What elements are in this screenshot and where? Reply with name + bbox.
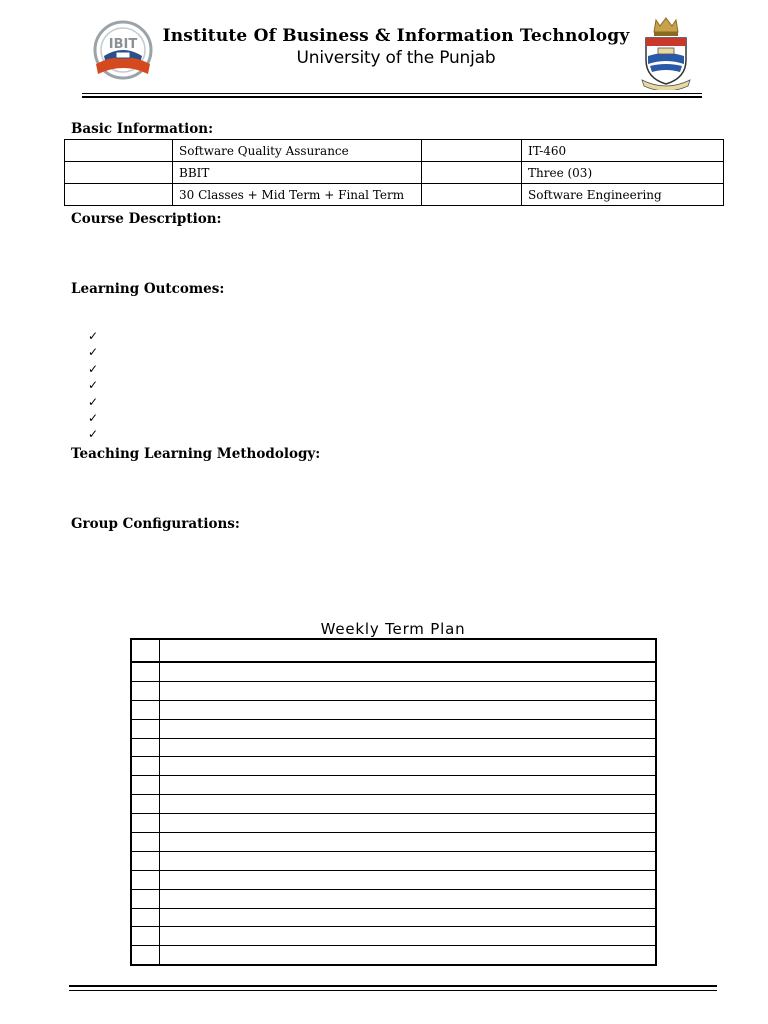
week-number-cell [131, 639, 160, 662]
week-topic-cell [160, 908, 657, 927]
course-description-heading: Course Description: [71, 211, 222, 227]
checkmark-icon: ✓ [88, 361, 99, 376]
table-cell: Software Quality Assurance [173, 140, 422, 162]
checkmark-icon: ✓ [88, 378, 99, 393]
table-cell [65, 162, 173, 184]
header-rule-thick [82, 96, 702, 98]
weekly-term-plan-title: Weekly Term Plan [320, 620, 466, 638]
week-topic-cell [160, 851, 657, 870]
table-row [131, 639, 656, 662]
week-topic-cell [160, 814, 657, 833]
week-number-cell [131, 681, 160, 700]
weekly-term-plan-table [130, 638, 657, 966]
week-topic-cell [160, 681, 657, 700]
week-topic-cell [160, 662, 657, 681]
week-topic-cell [160, 927, 657, 946]
week-topic-cell [160, 700, 657, 719]
table-row [131, 946, 656, 965]
institute-name: Institute Of Business & Information Technology [162, 26, 630, 46]
table-row [131, 833, 656, 852]
list-item [88, 426, 102, 442]
checkmark-icon: ✓ [88, 410, 99, 425]
table-row [131, 851, 656, 870]
group-configurations-heading: Group Configurations: [71, 516, 240, 532]
list-item [88, 344, 102, 360]
footer-rule-thick [69, 985, 717, 987]
table-row [131, 681, 656, 700]
table-row [65, 184, 724, 206]
table-row [131, 700, 656, 719]
week-number-cell [131, 851, 160, 870]
week-topic-cell [160, 738, 657, 757]
list-item [88, 361, 102, 377]
week-number-cell [131, 719, 160, 738]
svg-text:IBIT: IBIT [108, 37, 138, 52]
footer-rule-thin [69, 990, 717, 991]
table-cell [422, 184, 522, 206]
table-row [65, 140, 724, 162]
table-cell: Software Engineering [522, 184, 724, 206]
table-row [131, 908, 656, 927]
table-cell [65, 140, 173, 162]
week-number-cell [131, 795, 160, 814]
week-topic-cell [160, 795, 657, 814]
week-number-cell [131, 946, 160, 965]
week-number-cell [131, 700, 160, 719]
checkmark-icon: ✓ [88, 329, 99, 343]
university-name: University of the Punjab [296, 48, 496, 68]
checkmark-icon: ✓ [88, 394, 99, 409]
table-row [131, 738, 656, 757]
week-topic-cell [160, 833, 657, 852]
table-row [131, 776, 656, 795]
list-item [88, 410, 102, 426]
table-row [131, 927, 656, 946]
list-item [88, 377, 102, 393]
table-cell [422, 162, 522, 184]
table-row [131, 757, 656, 776]
list-item [88, 394, 102, 410]
week-number-cell [131, 738, 160, 757]
table-row [131, 719, 656, 738]
week-number-cell [131, 776, 160, 795]
table-cell [65, 184, 173, 206]
week-number-cell [131, 870, 160, 889]
learning-outcomes-list [88, 328, 102, 443]
week-topic-cell [160, 776, 657, 795]
table-row [131, 795, 656, 814]
table-row [131, 814, 656, 833]
basic-information-table [64, 139, 724, 206]
week-number-cell [131, 757, 160, 776]
week-number-cell [131, 662, 160, 681]
week-topic-cell [160, 870, 657, 889]
week-topic-cell [160, 639, 657, 662]
table-cell: 30 Classes + Mid Term + Final Term [173, 184, 422, 206]
teaching-methodology-heading: Teaching Learning Methodology: [71, 446, 321, 462]
header-rule-thin [82, 93, 702, 94]
week-number-cell [131, 833, 160, 852]
checkmark-icon: ✓ [88, 427, 99, 442]
week-topic-cell [160, 946, 657, 965]
table-row [131, 870, 656, 889]
table-cell [422, 140, 522, 162]
week-number-cell [131, 889, 160, 908]
week-topic-cell [160, 719, 657, 738]
week-number-cell [131, 814, 160, 833]
table-cell: BBIT [173, 162, 422, 184]
learning-outcomes-heading: Learning Outcomes: [71, 281, 225, 297]
basic-information-heading: Basic Information: [71, 121, 214, 137]
table-row [131, 662, 656, 681]
week-number-cell [131, 927, 160, 946]
week-number-cell [131, 908, 160, 927]
week-topic-cell [160, 889, 657, 908]
punjab-university-crest-icon [638, 16, 694, 90]
checkmark-icon: ✓ [88, 345, 99, 360]
week-topic-cell [160, 757, 657, 776]
table-row [131, 889, 656, 908]
ibit-logo-icon [92, 20, 154, 86]
table-cell: IT-460 [522, 140, 724, 162]
table-cell: Three (03) [522, 162, 724, 184]
list-item [88, 328, 102, 344]
table-row [65, 162, 724, 184]
